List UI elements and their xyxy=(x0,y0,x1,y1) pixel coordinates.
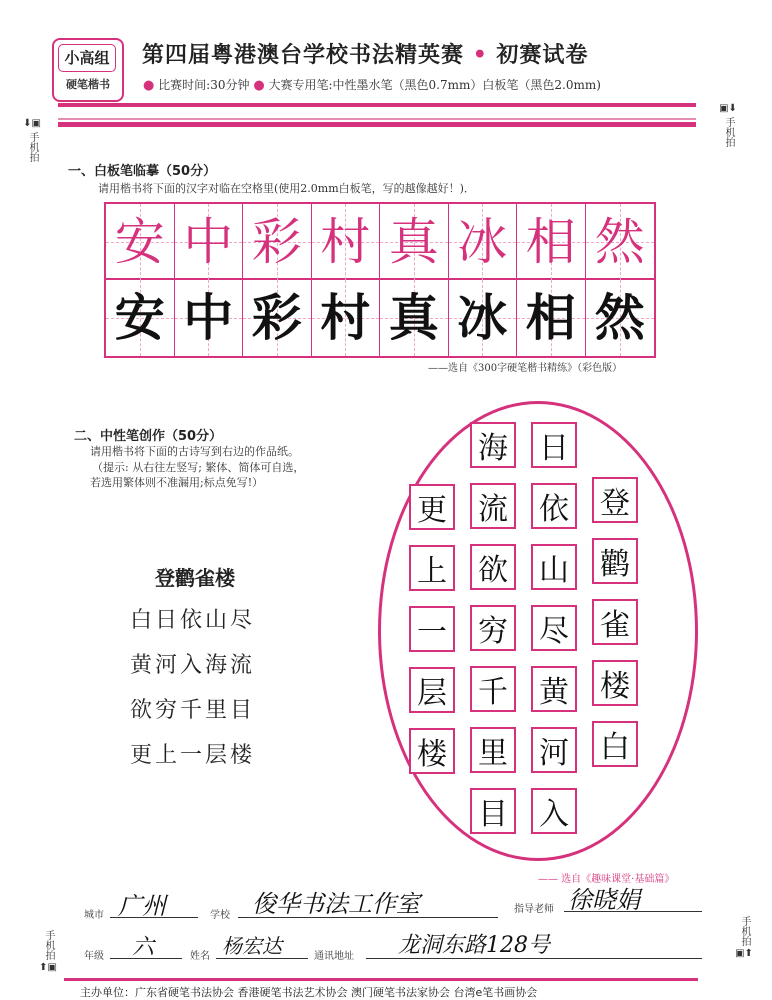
work-char-cell: 层 xyxy=(409,667,455,713)
side-marker-bottom-right xyxy=(732,916,756,960)
copied-cell xyxy=(175,280,244,356)
copied-char: 真 xyxy=(388,289,439,347)
side-marker-top-left xyxy=(20,118,44,162)
copied-char: 村 xyxy=(320,289,371,347)
header-rule-thick xyxy=(58,122,696,127)
work-char-cell: 更 xyxy=(409,484,455,530)
model-cell xyxy=(106,204,175,280)
model-row xyxy=(106,204,654,280)
title-main: 第四届粤港澳台学校书法精英赛 xyxy=(142,42,465,68)
work-char-cell: 欲 xyxy=(470,544,516,590)
copied-cell xyxy=(312,280,381,356)
group-badge xyxy=(52,38,124,102)
poem-line: 更上一层楼 xyxy=(130,743,256,768)
copied-cell xyxy=(517,280,586,356)
side-marker-top-right xyxy=(716,103,740,147)
model-char: 村 xyxy=(320,213,371,271)
badge-category: 硬笔楷书 xyxy=(66,78,110,91)
copied-cell xyxy=(380,280,449,356)
title-separator: • xyxy=(472,42,488,68)
model-char: 冰 xyxy=(457,213,508,271)
copied-row xyxy=(106,280,654,356)
address-label: 通讯地址 xyxy=(314,951,354,962)
copied-char: 安 xyxy=(114,289,165,347)
work-char-cell: 山 xyxy=(531,544,577,590)
contest-time: 比赛时间:30分钟 xyxy=(158,78,250,92)
model-char: 相 xyxy=(525,213,576,271)
work-char-cell: 鹳 xyxy=(592,538,638,584)
camera-icon: ⬇▣ xyxy=(23,118,41,129)
section2-hint: （提示: 从右往左竖写; 繁体、简体可自选， xyxy=(92,461,305,474)
name-value[interactable]: 杨宏达 xyxy=(222,934,282,958)
side-label: 手机拍 xyxy=(27,132,38,162)
city-value[interactable]: 广州 xyxy=(118,892,166,920)
page-title xyxy=(142,38,588,69)
work-char-cell: 河 xyxy=(531,727,577,773)
model-cell xyxy=(243,204,312,280)
work-char-cell: 里 xyxy=(470,727,516,773)
model-cell xyxy=(586,204,655,280)
section1-source: ——选自《300字硬笔楷书精练》（彩色版） xyxy=(428,363,623,374)
work-char-cell: 海 xyxy=(470,422,516,468)
side-label: 手机拍 xyxy=(739,916,750,946)
header-rule xyxy=(58,103,696,107)
side-label: 手机拍 xyxy=(43,930,54,960)
work-char-cell: 穷 xyxy=(470,605,516,651)
camera-icon: ⬆▣ xyxy=(39,962,57,973)
model-cell xyxy=(312,204,381,280)
copied-cell xyxy=(449,280,518,356)
section2-hint: 若选用繁体则不准漏用;标点免写!） xyxy=(90,476,264,489)
work-char-cell: 登 xyxy=(592,477,638,523)
model-char: 中 xyxy=(183,213,234,271)
bullet-icon: ● xyxy=(143,78,155,93)
contest-info xyxy=(143,76,601,93)
header-rule-thin xyxy=(58,118,696,120)
copied-char: 冰 xyxy=(457,289,508,347)
copy-grid xyxy=(104,202,656,358)
poem-line: 欲穷千里目 xyxy=(130,698,256,723)
model-cell xyxy=(380,204,449,280)
copied-char: 相 xyxy=(525,289,576,347)
copied-cell xyxy=(243,280,312,356)
model-cell xyxy=(175,204,244,280)
organizers: 主办单位：广东省硬笔书法协会 香港硬笔书法艺术协会 澳门硬笔书法家协会 台湾e笔书画协会 xyxy=(80,986,538,999)
work-char-cell: 楼 xyxy=(592,660,638,706)
school-label: 学校 xyxy=(210,910,230,921)
work-char-cell: 雀 xyxy=(592,599,638,645)
city-label: 城市 xyxy=(84,910,104,921)
copied-cell xyxy=(106,280,175,356)
model-char: 然 xyxy=(594,213,645,271)
model-cell xyxy=(449,204,518,280)
work-char-cell: 白 xyxy=(592,721,638,767)
work-char-cell: 日 xyxy=(531,422,577,468)
model-char: 彩 xyxy=(251,213,302,271)
work-char-cell: 一 xyxy=(409,606,455,652)
section2-source: —— 选自《趣味课堂·基础篇》 xyxy=(538,874,675,885)
side-marker-bottom-left xyxy=(36,930,60,974)
copied-char: 彩 xyxy=(251,289,302,347)
work-char-cell: 流 xyxy=(470,483,516,529)
model-cell xyxy=(517,204,586,280)
work-char-cell: 千 xyxy=(470,666,516,712)
name-label: 姓名 xyxy=(190,951,210,962)
poem-title: 登鹳雀楼 xyxy=(155,566,235,590)
grade-value[interactable]: 六 xyxy=(132,935,155,960)
badge-group-name: 小高组 xyxy=(58,44,116,72)
work-char-cell: 依 xyxy=(531,483,577,529)
work-char-cell: 楼 xyxy=(409,728,455,774)
section1-title: 一、白板笔临摹（50分） xyxy=(68,164,217,179)
section2-instruction: 请用楷书将下面的古诗写到右边的作品纸。 xyxy=(90,445,299,458)
section1-instruction: 请用楷书将下面的汉字对临在空格里(使用2.0mm白板笔，写的越像越好！)． xyxy=(98,182,475,195)
side-label: 手机拍 xyxy=(723,117,734,147)
copied-char: 然 xyxy=(594,289,645,347)
work-char-cell: 目 xyxy=(470,788,516,834)
copied-cell xyxy=(586,280,655,356)
contest-pens: 大赛专用笔:中性墨水笔（黑色0.7mm）白板笔（黑色2.0mm) xyxy=(268,78,601,92)
grade-label: 年级 xyxy=(84,951,104,962)
camera-icon: ▣⬇ xyxy=(719,103,737,114)
poem-line: 黄河入海流 xyxy=(130,653,256,678)
model-char: 真 xyxy=(388,213,439,271)
teacher-value[interactable]: 徐晓娟 xyxy=(568,886,640,914)
work-char-cell: 入 xyxy=(531,788,577,834)
teacher-label: 指导老师 xyxy=(514,904,554,915)
bullet-icon: ● xyxy=(253,78,265,93)
address-value[interactable]: 龙洞东路128号 xyxy=(398,933,550,958)
work-char-cell: 黄 xyxy=(531,666,577,712)
poem-line: 白日依山尽 xyxy=(130,608,256,633)
copied-char: 中 xyxy=(183,289,234,347)
section2-title: 二、中性笔创作（50分） xyxy=(74,429,223,444)
work-char-cell: 尽 xyxy=(531,605,577,651)
title-suffix: 初赛试卷 xyxy=(496,42,589,68)
camera-icon: ▣⬆ xyxy=(735,948,753,959)
footer-rule xyxy=(64,978,698,981)
model-char: 安 xyxy=(114,213,165,271)
work-char-cell: 上 xyxy=(409,545,455,591)
school-value[interactable]: 俊华书法工作室 xyxy=(252,890,420,918)
